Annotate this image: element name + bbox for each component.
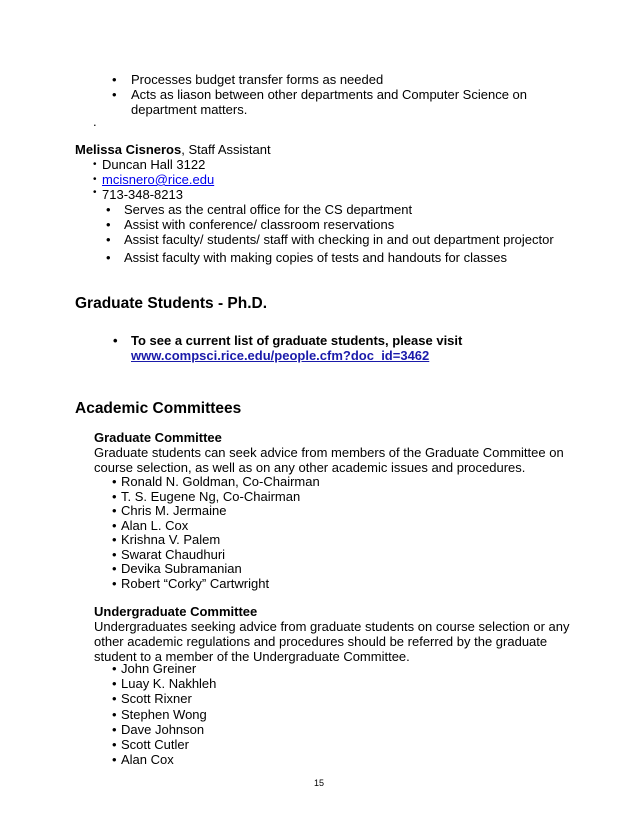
bullet-glyph: • — [112, 532, 117, 547]
ugrad-committee-desc-3: student to a member of the Undergraduate Committee. — [94, 649, 410, 664]
staff-email-link[interactable]: mcisnero@rice.edu — [102, 172, 215, 187]
staff-name: Melissa Cisneros — [75, 142, 182, 157]
committee-member: Scott Rixner — [121, 691, 192, 707]
staff-duty-2: Assist with conference/ classroom reservations — [124, 217, 395, 232]
grad-committee-title: Graduate Committee — [94, 430, 222, 445]
bullet-glyph: • — [112, 752, 117, 768]
bullet-glyph: • — [112, 737, 117, 752]
page-number: 15 — [314, 778, 325, 788]
staff-office: Duncan Hall 3122 — [102, 157, 206, 172]
bullet-glyph: • — [112, 474, 117, 489]
bullet-glyph: • — [112, 691, 117, 707]
committee-member: T. S. Eugene Ng, Co-Chairman — [121, 488, 301, 504]
grad-committee-desc-1: Graduate students can seek advice from members of the Graduate Committee on — [94, 445, 564, 460]
bullet-glyph: • — [113, 333, 118, 348]
committee-member: Ronald N. Goldman, Co-Chairman — [121, 474, 320, 489]
staff-duty-1: Serves as the central office for the CS department — [124, 202, 413, 217]
bullet-glyph: • — [112, 503, 117, 518]
bullet-glyph: • — [112, 676, 117, 692]
bullet-glyph: • — [112, 706, 117, 722]
committees-heading: Academic Committees — [75, 400, 242, 417]
top-bullet-1: Processes budget transfer forms as needed — [131, 72, 384, 87]
committee-member: Alan Cox — [121, 752, 174, 768]
committee-member: John Greiner — [121, 661, 197, 676]
bullet-glyph: • — [106, 202, 111, 217]
committee-member: Scott Cutler — [121, 737, 189, 752]
grad-students-text: To see a current list of graduate students, please visit — [131, 333, 463, 348]
bullet-glyph: • — [112, 575, 117, 591]
bullet-glyph: • — [112, 517, 117, 533]
bullet-glyph: • — [93, 174, 97, 185]
top-bullet-2-cont: department matters. — [131, 102, 248, 117]
bullet-glyph: • — [106, 250, 111, 265]
committee-member: Stephen Wong — [121, 706, 207, 722]
committee-member: Alan L. Cox — [121, 517, 189, 533]
committee-member: Devika Subramanian — [121, 561, 242, 576]
bullet-glyph: • — [112, 561, 117, 576]
bullet-glyph: • — [106, 232, 111, 247]
committee-member: Robert “Corky” Cartwright — [121, 575, 270, 591]
grad-students-link[interactable]: www.compsci.rice.edu/people.cfm?doc_id=3462 — [131, 348, 430, 363]
bullet-glyph: • — [93, 187, 97, 198]
ugrad-committee-desc-2: other academic regulations and procedures should be referred by the graduate — [94, 634, 548, 649]
staff-duty-4: Assist faculty with making copies of tests and handouts for classes — [124, 250, 507, 265]
committee-member: Krishna V. Palem — [121, 532, 221, 547]
committee-member: Chris M. Jermaine — [121, 503, 227, 518]
grad-committee-desc-2: course selection, as well as on any other academic issues and procedures. — [94, 460, 526, 475]
staff-phone: 713-348-8213 — [102, 187, 183, 202]
bullet-glyph: • — [112, 661, 117, 676]
staff-title: , Staff Assistant — [181, 142, 271, 157]
staff-entry — [75, 142, 271, 157]
top-bullet-2: Acts as liason between other departments and Computer Science on — [131, 87, 528, 102]
bullet-glyph: • — [112, 546, 117, 562]
bullet-glyph: • — [93, 159, 97, 170]
committee-member: Swarat Chaudhuri — [121, 546, 226, 562]
grad-students-heading: Graduate Students - Ph.D. — [75, 295, 268, 312]
bullet-glyph: • — [112, 721, 117, 737]
committee-member: Luay K. Nakhleh — [121, 676, 217, 692]
staff-duty-3: Assist faculty/ students/ staff with checking in and out department projector — [124, 232, 554, 247]
bullet-glyph: • — [106, 217, 111, 232]
bullet-glyph: • — [112, 488, 117, 504]
ugrad-committee-desc-1: Undergraduates seeking advice from graduate students on course selection or any — [94, 619, 570, 634]
committee-member: Dave Johnson — [121, 721, 205, 737]
stray-mark: . — [93, 114, 97, 129]
ugrad-committee-title: Undergraduate Committee — [94, 604, 258, 619]
bullet-glyph: • — [112, 87, 117, 102]
bullet-glyph: • — [112, 72, 117, 87]
